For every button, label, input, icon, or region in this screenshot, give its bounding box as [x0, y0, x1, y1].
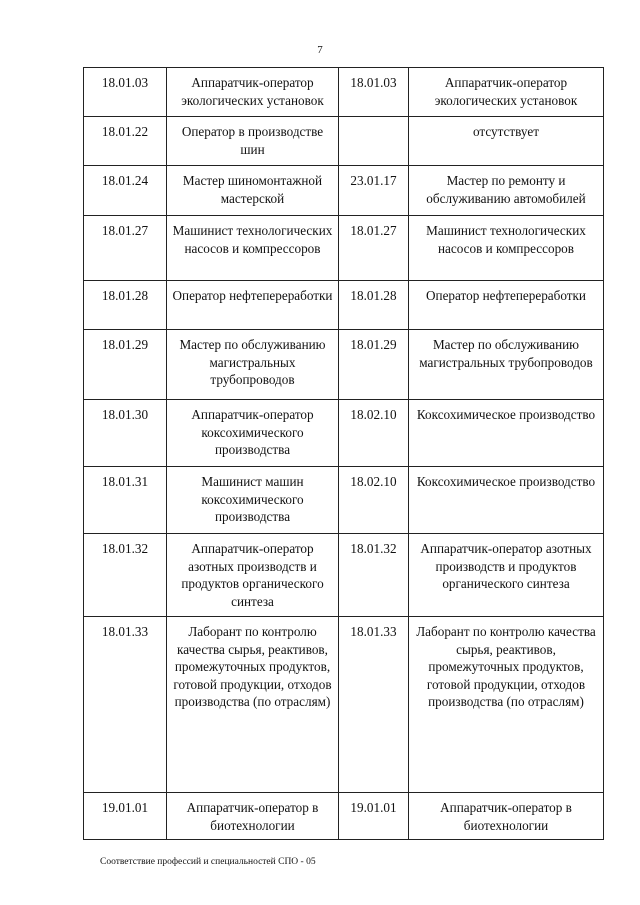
table-row: [84, 793, 604, 840]
old-name-cell: Мастер шиномонтажной мастерской: [167, 166, 339, 216]
old-name-cell: Аппаратчик-оператор экологических установок: [167, 68, 339, 117]
new-code-cell: 18.01.33: [339, 617, 409, 793]
old-name-cell: Аппаратчик-оператор в биотехнологии: [167, 793, 339, 840]
correspondence-table: [83, 67, 604, 840]
old-name-cell: Оператор в производстве шин: [167, 117, 339, 166]
new-name-cell: Коксохимическое производство: [409, 400, 604, 467]
old-code-cell: 19.01.01: [84, 793, 167, 840]
table-row: [84, 117, 604, 166]
new-name-cell: Коксохимическое производство: [409, 467, 604, 534]
table-row: [84, 534, 604, 617]
new-code-cell: 18.01.27: [339, 216, 409, 281]
table-row: [84, 617, 604, 793]
new-code-cell: 23.01.17: [339, 166, 409, 216]
new-name-cell: Оператор нефтепереработки: [409, 281, 604, 330]
old-code-cell: 18.01.32: [84, 534, 167, 617]
new-name-cell: Мастер по обслуживанию магистральных трубопроводов: [409, 330, 604, 400]
old-name-cell: Аппаратчик-оператор азотных производств и продуктов органического синтеза: [167, 534, 339, 617]
new-code-cell: [339, 117, 409, 166]
table-row: [84, 68, 604, 117]
new-name-cell: Аппаратчик-оператор азотных производств и продуктов органического синтеза: [409, 534, 604, 617]
page-footer: Соответствие профессий и специальностей СПО - 05: [100, 857, 316, 867]
table-row: [84, 281, 604, 330]
new-code-cell: 18.02.10: [339, 400, 409, 467]
old-code-cell: 18.01.28: [84, 281, 167, 330]
old-name-cell: Мастер по обслуживанию магистральных трубопроводов: [167, 330, 339, 400]
page-number: 7: [317, 44, 323, 56]
old-code-cell: 18.01.24: [84, 166, 167, 216]
new-code-cell: 19.01.01: [339, 793, 409, 840]
table-row: [84, 400, 604, 467]
new-code-cell: 18.01.32: [339, 534, 409, 617]
old-code-cell: 18.01.27: [84, 216, 167, 281]
old-code-cell: 18.01.30: [84, 400, 167, 467]
new-name-cell: Мастер по ремонту и обслуживанию автомобилей: [409, 166, 604, 216]
table-row: [84, 330, 604, 400]
old-code-cell: 18.01.22: [84, 117, 167, 166]
new-name-cell: Машинист технологических насосов и компрессоров: [409, 216, 604, 281]
old-code-cell: 18.01.31: [84, 467, 167, 534]
table-row: [84, 467, 604, 534]
table-row: [84, 166, 604, 216]
new-code-cell: 18.01.29: [339, 330, 409, 400]
new-name-cell: Аппаратчик-оператор экологических установок: [409, 68, 604, 117]
old-code-cell: 18.01.33: [84, 617, 167, 793]
old-name-cell: Оператор нефтепереработки: [167, 281, 339, 330]
old-name-cell: Машинист машин коксохимического производства: [167, 467, 339, 534]
new-name-cell: Лаборант по контролю качества сырья, реактивов, промежуточных продуктов, готовой продукции, отходов производства (по отраслям): [409, 617, 604, 793]
new-code-cell: 18.01.28: [339, 281, 409, 330]
new-code-cell: 18.02.10: [339, 467, 409, 534]
old-name-cell: Машинист технологических насосов и компрессоров: [167, 216, 339, 281]
old-code-cell: 18.01.29: [84, 330, 167, 400]
new-name-cell: отсутствует: [409, 117, 604, 166]
new-code-cell: 18.01.03: [339, 68, 409, 117]
old-name-cell: Аппаратчик-оператор коксохимического производства: [167, 400, 339, 467]
old-name-cell: Лаборант по контролю качества сырья, реактивов, промежуточных продуктов, готовой продукции, отходов производства (по отраслям): [167, 617, 339, 793]
new-name-cell: Аппаратчик-оператор в биотехнологии: [409, 793, 604, 840]
table-row: [84, 216, 604, 281]
old-code-cell: 18.01.03: [84, 68, 167, 117]
